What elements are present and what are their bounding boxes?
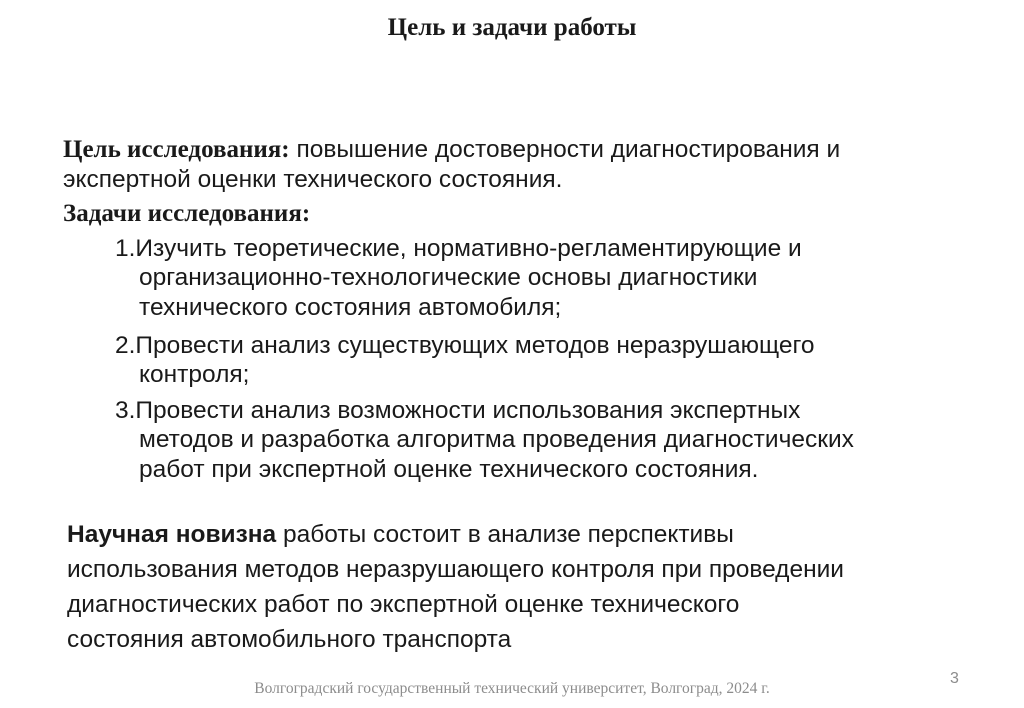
tasks-label: Задачи исследования: [63, 200, 311, 227]
task-3-line-1: 3.Провести анализ возможности использования экспертных [115, 397, 801, 424]
novelty-line-1 [67, 520, 734, 550]
novelty-line-2: использования методов неразрушающего контроля при проведении [67, 556, 844, 583]
page-number: 3 [950, 670, 959, 687]
task-1-line-3: технического состояния автомобиля; [139, 294, 562, 321]
task-3-line-3: работ при экспертной оценке технического состояния. [139, 456, 759, 483]
slide-title: Цель и задачи работы [387, 14, 637, 41]
goal-line-1 [63, 135, 840, 165]
novelty-line-4: состояния автомобильного транспорта [67, 626, 512, 653]
goal-line-2: экспертной оценки технического состояния. [63, 166, 563, 193]
task-1-line-2: организационно-технологические основы диагностики [139, 264, 758, 291]
novelty-text: работы состоит в анализе перспективы [283, 521, 734, 548]
task-2-line-2: контроля; [139, 361, 250, 388]
novelty-label: Научная новизна [67, 521, 277, 548]
footer: Волгоградский государственный технический университет, Волгоград, 2024 г. [254, 680, 770, 697]
task-1-line-1: 1.Изучить теоретические, нормативно-регламентирующие и [115, 235, 802, 262]
task-2-line-1: 2.Провести анализ существующих методов неразрушающего [115, 332, 815, 359]
goal-label: Цель исследования: [63, 136, 290, 163]
task-3-line-2: методов и разработка алгоритма проведения диагностических [139, 426, 854, 453]
goal-text: повышение достоверности диагностирования и [296, 136, 841, 163]
novelty-line-3: диагностических работ по экспертной оценке технического [67, 591, 740, 618]
